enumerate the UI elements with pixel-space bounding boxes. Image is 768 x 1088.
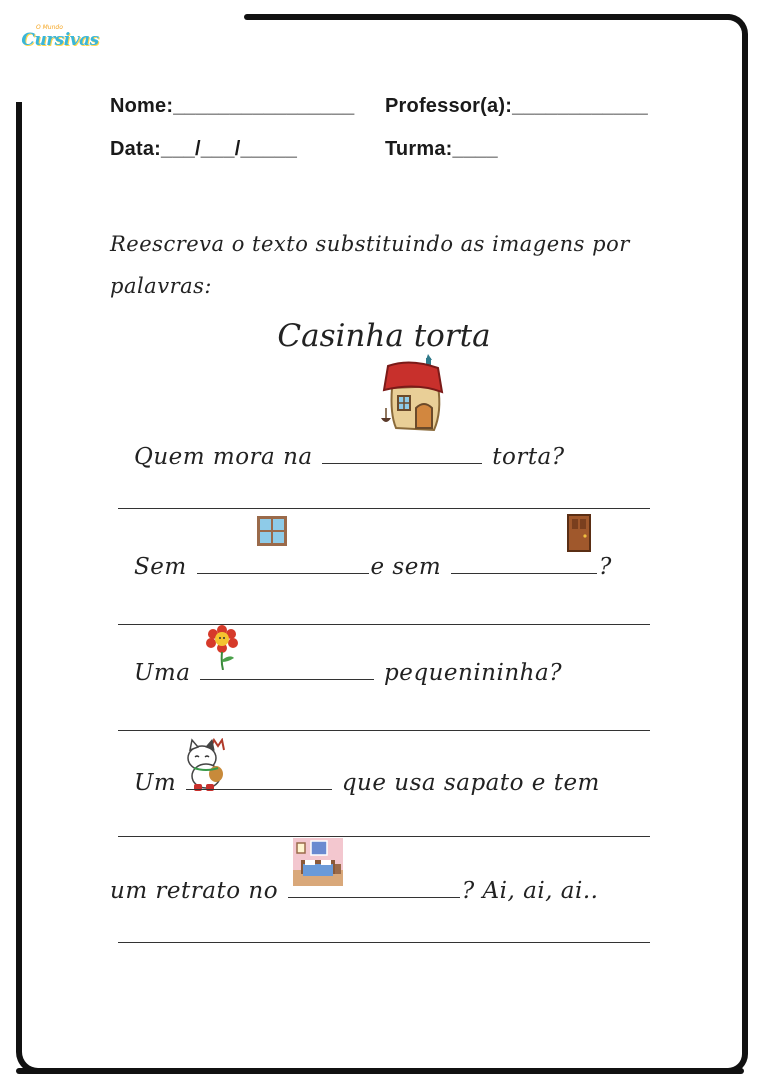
frame-top: [244, 14, 732, 20]
line-5-blank: [288, 896, 460, 898]
line-1-after: torta?: [492, 444, 565, 470]
frame-bottom: [16, 1068, 744, 1074]
teacher-field: Professor(a):____________: [385, 95, 648, 117]
logo-text: Cursivas: [21, 30, 99, 50]
line-4-after: que usa sapato e tem: [341, 770, 600, 796]
line-2-before: Sem: [134, 554, 187, 580]
line-2-middle: e sem: [370, 554, 442, 580]
house-icon: [380, 352, 446, 434]
line-4-blank: [186, 788, 332, 790]
line-3-blank: [200, 678, 374, 680]
writing-line-3: [118, 730, 650, 731]
line-2-blank-1: [197, 572, 369, 574]
line-1-before: Quem mora na: [134, 444, 313, 470]
name-field: Nome:________________: [110, 95, 355, 117]
line-2-after: ?: [598, 554, 612, 580]
window-icon: [256, 515, 288, 547]
writing-line-5: [118, 942, 650, 943]
frame-left: [16, 102, 42, 1074]
instruction-line-1: Reescreva o texto substituindo as imagens por: [110, 232, 630, 256]
story-line-2: [134, 554, 612, 580]
logo-small-text: O Mundo: [36, 24, 63, 31]
story-title: Casinha torta: [277, 318, 491, 354]
story-line-4: [134, 770, 600, 796]
line-5-before: um retrato no: [110, 878, 279, 904]
line-4-before: Um: [134, 770, 177, 796]
story-line-1: [134, 444, 565, 470]
instruction-line-2: palavras:: [110, 274, 212, 298]
writing-line-1: [118, 508, 650, 509]
line-3-after: pequenininha?: [384, 660, 563, 686]
door-icon: [567, 514, 591, 552]
line-1-blank: [322, 462, 482, 464]
writing-line-2: [118, 624, 650, 625]
line-5-after: ? Ai, ai, ai..: [461, 878, 599, 904]
line-2-blank-2: [451, 572, 597, 574]
date-field: Data:___/___/_____: [110, 138, 298, 160]
story-line-5: [110, 878, 599, 904]
line-3-before: Uma: [134, 660, 191, 686]
logo: [20, 26, 100, 54]
writing-line-4: [118, 836, 650, 837]
story-line-3: [134, 660, 562, 686]
frame-right: [728, 14, 748, 1074]
class-field: Turma:____: [385, 138, 498, 160]
